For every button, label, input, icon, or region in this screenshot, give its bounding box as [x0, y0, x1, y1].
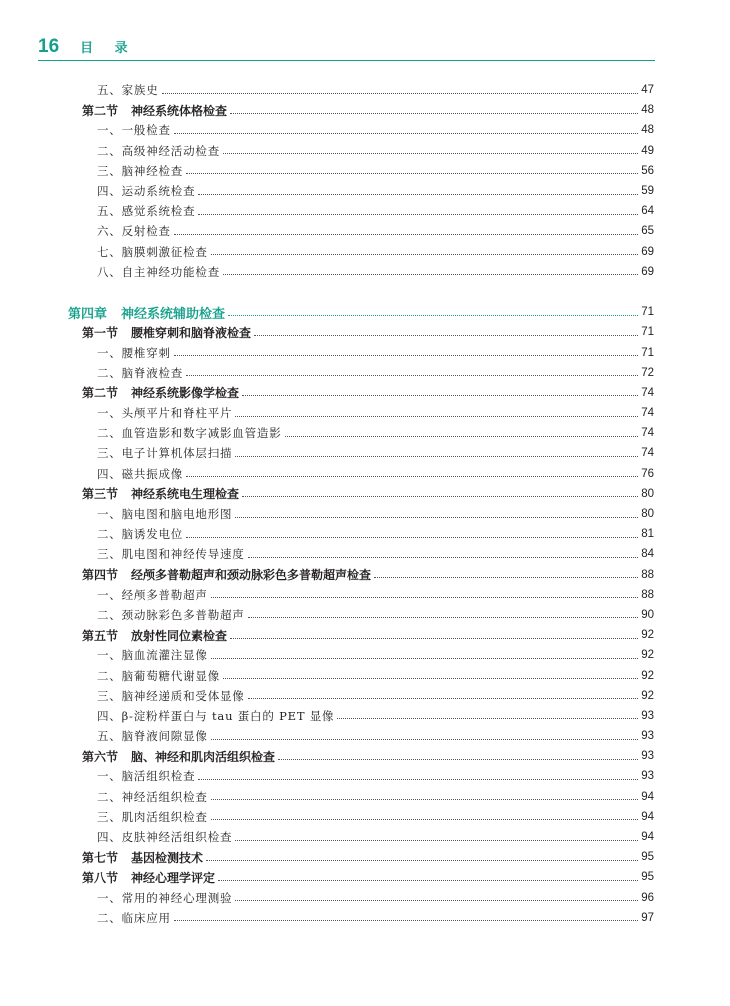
- dot-leader: [248, 617, 638, 618]
- toc-item-row: [0, 645, 730, 665]
- dot-leader: [186, 476, 638, 477]
- item-text: 一、经颅多普勒超声: [97, 587, 208, 602]
- page-number: 69: [641, 265, 654, 278]
- toc-section-row: [0, 847, 730, 867]
- toc-item-row: [0, 363, 730, 383]
- dot-leader: [162, 93, 639, 94]
- toc-item-row: [0, 585, 730, 605]
- dot-leader: [198, 779, 638, 780]
- item-text: 五、脑脊液间隙显像: [97, 729, 208, 744]
- toc-section-row: [0, 565, 730, 585]
- item-text: 四、皮肤神经活组织检查: [97, 830, 233, 845]
- page-number: 93: [641, 709, 654, 722]
- toc-item-row: [0, 464, 730, 484]
- dot-leader: [235, 900, 638, 901]
- section-number: 第二节: [82, 103, 119, 118]
- item-text: 二、脑诱发电位: [97, 527, 184, 542]
- section-title: 神经心理学评定: [131, 870, 216, 885]
- page-number: 84: [641, 548, 654, 561]
- page-number: 76: [641, 467, 654, 480]
- item-text: 六、反射检查: [97, 224, 171, 239]
- dot-leader: [211, 739, 638, 740]
- item-text: 一、常用的神经心理测验: [97, 890, 233, 905]
- section-number: 第八节: [82, 870, 119, 885]
- page-number: 74: [641, 407, 654, 420]
- item-text: 四、运动系统检查: [97, 184, 196, 199]
- page-number: 92: [641, 649, 654, 662]
- toc-item-row: [0, 706, 730, 726]
- page-number: 90: [641, 608, 654, 621]
- section-title: 神经系统电生理检查: [131, 487, 240, 502]
- page-number: 95: [641, 871, 654, 884]
- toc-item-row: [0, 504, 730, 524]
- page-number: 80: [641, 508, 654, 521]
- running-header: [38, 36, 128, 60]
- toc-item-row: [0, 161, 730, 181]
- item-text: 一、一般检查: [97, 123, 171, 138]
- header-page-number: 16: [38, 36, 60, 57]
- chapter-spacer: [0, 282, 730, 302]
- section-number: 第四节: [82, 568, 119, 583]
- page-number: 94: [641, 810, 654, 823]
- section-number: 第五节: [82, 628, 119, 643]
- toc-item-row: [0, 262, 730, 282]
- table-of-contents: [0, 80, 730, 928]
- item-text: 二、颈动脉彩色多普勒超声: [97, 607, 245, 622]
- toc-section-row: [0, 625, 730, 645]
- dot-leader: [242, 395, 638, 396]
- dot-leader: [186, 173, 638, 174]
- page-number: 94: [641, 790, 654, 803]
- chapter-number: 第四章: [68, 306, 108, 322]
- section-number: 第六节: [82, 749, 119, 764]
- section-number: 第七节: [82, 850, 119, 865]
- dot-leader: [248, 557, 638, 558]
- toc-section-row: [0, 322, 730, 342]
- item-text: 二、脑脊液检查: [97, 365, 184, 380]
- dot-leader: [186, 537, 638, 538]
- dot-leader: [174, 234, 638, 235]
- toc-item-row: [0, 443, 730, 463]
- item-text: 二、临床应用: [97, 910, 171, 925]
- item-text: 一、头颅平片和脊柱平片: [97, 406, 233, 421]
- page-number: 74: [641, 447, 654, 460]
- dot-leader: [211, 658, 638, 659]
- item-text: 四、磁共振成像: [97, 466, 184, 481]
- page-number: 80: [641, 487, 654, 500]
- toc-item-row: [0, 908, 730, 928]
- dot-leader: [235, 416, 638, 417]
- dot-leader: [228, 315, 638, 316]
- item-text: 三、电子计算机体层扫描: [97, 446, 233, 461]
- item-text: 一、脑电图和脑电地形图: [97, 507, 233, 522]
- toc-item-row: [0, 80, 730, 100]
- item-text: 七、脑膜刺激征检查: [97, 244, 208, 259]
- item-text: 三、肌肉活组织检查: [97, 809, 208, 824]
- dot-leader: [230, 638, 638, 639]
- dot-leader: [248, 698, 638, 699]
- page-number: 88: [641, 588, 654, 601]
- page-number: 81: [641, 528, 654, 541]
- page-number: 97: [641, 911, 654, 924]
- item-text: 二、高级神经活动检查: [97, 143, 220, 158]
- toc-item-row: [0, 120, 730, 140]
- item-text: 四、β-淀粉样蛋白与 tau 蛋白的 PET 显像: [97, 708, 335, 723]
- chapter-title: 神经系统辅助检查: [121, 306, 226, 322]
- section-title: 脑、神经和肌肉活组织检查: [131, 749, 276, 764]
- toc-item-row: [0, 787, 730, 807]
- page-number: 74: [641, 427, 654, 440]
- page-number: 71: [641, 326, 654, 339]
- dot-leader: [285, 436, 639, 437]
- item-text: 三、脑神经检查: [97, 163, 184, 178]
- page-number: 94: [641, 831, 654, 844]
- item-text: 五、家族史: [97, 83, 159, 98]
- toc-item-row: [0, 665, 730, 685]
- section-title: 腰椎穿刺和脑脊液检查: [131, 325, 252, 340]
- toc-item-row: [0, 403, 730, 423]
- page-number: 71: [641, 346, 654, 359]
- page-number: 92: [641, 629, 654, 642]
- page-number: 88: [641, 568, 654, 581]
- toc-item-row: [0, 342, 730, 362]
- page-number: 64: [641, 205, 654, 218]
- page-number: 96: [641, 891, 654, 904]
- page-number: 69: [641, 245, 654, 258]
- toc-section-row: [0, 383, 730, 403]
- dot-leader: [374, 577, 638, 578]
- toc-item-row: [0, 726, 730, 746]
- section-title: 放射性同位素检查: [131, 628, 228, 643]
- section-number: 第一节: [82, 325, 119, 340]
- page-number: 92: [641, 669, 654, 682]
- page-number: 56: [641, 164, 654, 177]
- dot-leader: [174, 355, 638, 356]
- dot-leader: [337, 718, 638, 719]
- section-number: 第二节: [82, 386, 119, 401]
- dot-leader: [211, 597, 638, 598]
- toc-item-row: [0, 242, 730, 262]
- item-text: 三、肌电图和神经传导速度: [97, 547, 245, 562]
- toc-item-row: [0, 827, 730, 847]
- item-text: 二、血管造影和数字减影血管造影: [97, 426, 282, 441]
- page-number: 48: [641, 104, 654, 117]
- dot-leader: [230, 113, 638, 114]
- item-text: 一、腰椎穿刺: [97, 345, 171, 360]
- page-number: 93: [641, 730, 654, 743]
- toc-item-row: [0, 181, 730, 201]
- page-number: 93: [641, 770, 654, 783]
- dot-leader: [174, 920, 638, 921]
- toc-section-row: [0, 100, 730, 120]
- page-number: 74: [641, 386, 654, 399]
- item-text: 八、自主神经功能检查: [97, 264, 220, 279]
- page-number: 93: [641, 750, 654, 763]
- dot-leader: [211, 799, 638, 800]
- toc-item-row: [0, 423, 730, 443]
- toc-section-row: [0, 867, 730, 887]
- dot-leader: [223, 274, 638, 275]
- dot-leader: [218, 880, 638, 881]
- dot-leader: [278, 759, 638, 760]
- page-number: 49: [641, 144, 654, 157]
- item-text: 五、感觉系统检查: [97, 204, 196, 219]
- dot-leader: [174, 133, 638, 134]
- dot-leader: [223, 678, 638, 679]
- header-rule: [38, 60, 655, 61]
- dot-leader: [235, 840, 638, 841]
- toc-item-row: [0, 807, 730, 827]
- page-number: 72: [641, 366, 654, 379]
- item-text: 一、脑活组织检查: [97, 769, 196, 784]
- toc-section-row: [0, 484, 730, 504]
- dot-leader: [198, 214, 638, 215]
- toc-section-row: [0, 746, 730, 766]
- section-title: 神经系统体格检查: [131, 103, 228, 118]
- item-text: 二、脑葡萄糖代谢显像: [97, 668, 220, 683]
- dot-leader: [235, 456, 638, 457]
- dot-leader: [186, 375, 638, 376]
- toc-item-row: [0, 141, 730, 161]
- section-title: 神经系统影像学检查: [131, 386, 240, 401]
- dot-leader: [198, 194, 638, 195]
- dot-leader: [206, 860, 638, 861]
- page-number: 95: [641, 851, 654, 864]
- item-text: 一、脑血流灌注显像: [97, 648, 208, 663]
- page-number: 48: [641, 124, 654, 137]
- section-number: 第三节: [82, 487, 119, 502]
- toc-item-row: [0, 686, 730, 706]
- dot-leader: [223, 153, 638, 154]
- page-number: 71: [641, 306, 654, 319]
- section-title: 基因检测技术: [131, 850, 204, 865]
- page-number: 65: [641, 225, 654, 238]
- page-number: 92: [641, 689, 654, 702]
- dot-leader: [235, 517, 638, 518]
- toc-item-row: [0, 221, 730, 241]
- toc-item-row: [0, 524, 730, 544]
- toc-chapter-row: [0, 302, 730, 322]
- page-number: 47: [641, 84, 654, 97]
- toc-item-row: [0, 605, 730, 625]
- section-title: 经颅多普勒超声和颈动脉彩色多普勒超声检查: [131, 568, 372, 583]
- page-number: 59: [641, 185, 654, 198]
- toc-item-row: [0, 201, 730, 221]
- toc-item-row: [0, 544, 730, 564]
- item-text: 二、神经活组织检查: [97, 789, 208, 804]
- dot-leader: [211, 819, 638, 820]
- toc-item-row: [0, 766, 730, 786]
- toc-item-row: [0, 888, 730, 908]
- dot-leader: [254, 335, 638, 336]
- dot-leader: [211, 254, 638, 255]
- header-title: 目 录: [80, 41, 128, 56]
- dot-leader: [242, 496, 638, 497]
- item-text: 三、脑神经递质和受体显像: [97, 688, 245, 703]
